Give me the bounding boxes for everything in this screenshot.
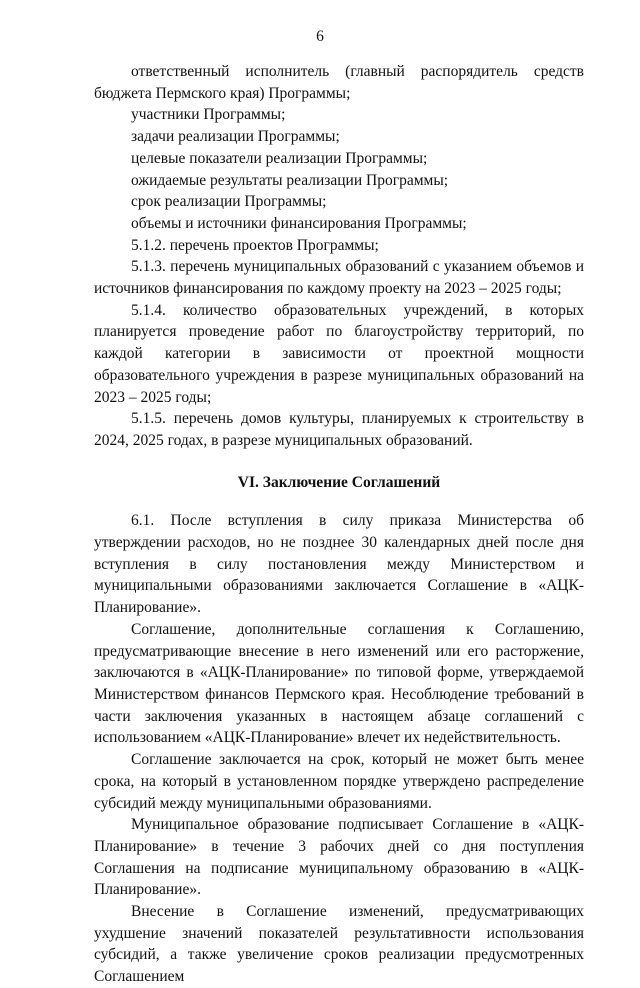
document-body xyxy=(94,61,584,988)
paragraph: 5.1.4. количество образовательных учреждений, в которых планируется проведение работ по благоустройству территорий, по каждой категории в зависимости от проектной мощности образовательного учреждения в разрезе муниципальных образований на 2023 – 2025 годы; xyxy=(94,301,584,406)
paragraph: 5.1.3. перечень муниципальных образований с указанием объемов и источников финансирования по каждому проекту на 2023 – 2025 годы; xyxy=(94,258,584,298)
paragraph: 5.1.2. перечень проектов Программы; xyxy=(131,236,379,254)
paragraph: ответственный исполнитель (главный распорядитель средств бюджета Пермского края) Программы; xyxy=(94,63,584,102)
paragraph: объемы и источники финансирования Программы; xyxy=(131,214,467,232)
page-number: 6 xyxy=(316,28,324,45)
spacer xyxy=(94,493,584,510)
paragraph: Соглашение, дополнительные соглашения к Соглашению, предусматривающие внесение в него изменений или его расторжение, заключаются в «АЦК-Планирование» по типовой форме, утверждаемой Министерством финансов Пермского края. Несоблюдение требований в части заключения указанных в настоящем абзаце соглашений с использованием «АЦК-Планирование» влечет их недействительность. xyxy=(94,620,584,747)
paragraph: 6.1. После вступления в силу приказа Министерства об утверждении расходов, но не позднее 30 календарных дней после дня вступления в силу постановления между Министерством и муниципальными образованиями заключается Соглашение в «АЦК-Планирование». xyxy=(94,512,584,617)
paragraph: Муниципальное образование подписывает Соглашение в «АЦК-Планирование» в течение 3 рабочих дней со дня поступления Соглашения на подписание муниципальному образованию в «АЦК-Планирование». xyxy=(94,816,584,899)
paragraph: участники Программы; xyxy=(131,106,286,124)
paragraph: Внесение в Соглашение изменений, предусматривающих ухудшение значений показателей результативности использования субсидий, а также увеличение сроков реализации предусмотренных Соглашением xyxy=(94,903,584,986)
paragraph: 5.1.5. перечень домов культуры, планируемых к строительству в 2024, 2025 годах, в разрезе муниципальных образований. xyxy=(94,410,584,449)
paragraph: срок реализации Программы; xyxy=(131,193,327,211)
paragraph: ожидаемые результаты реализации Программы; xyxy=(131,171,449,189)
paragraph: целевые показатели реализации Программы; xyxy=(131,149,428,167)
paragraph: Соглашение заключается на срок, который не может быть менее срока, на который в установленном порядке утверждено распределение субсидий между муниципальными образованиями. xyxy=(94,751,584,812)
spacer xyxy=(94,452,584,472)
paragraph: задачи реализации Программы; xyxy=(131,128,340,146)
section-heading: VI. Заключение Соглашений xyxy=(237,473,441,491)
